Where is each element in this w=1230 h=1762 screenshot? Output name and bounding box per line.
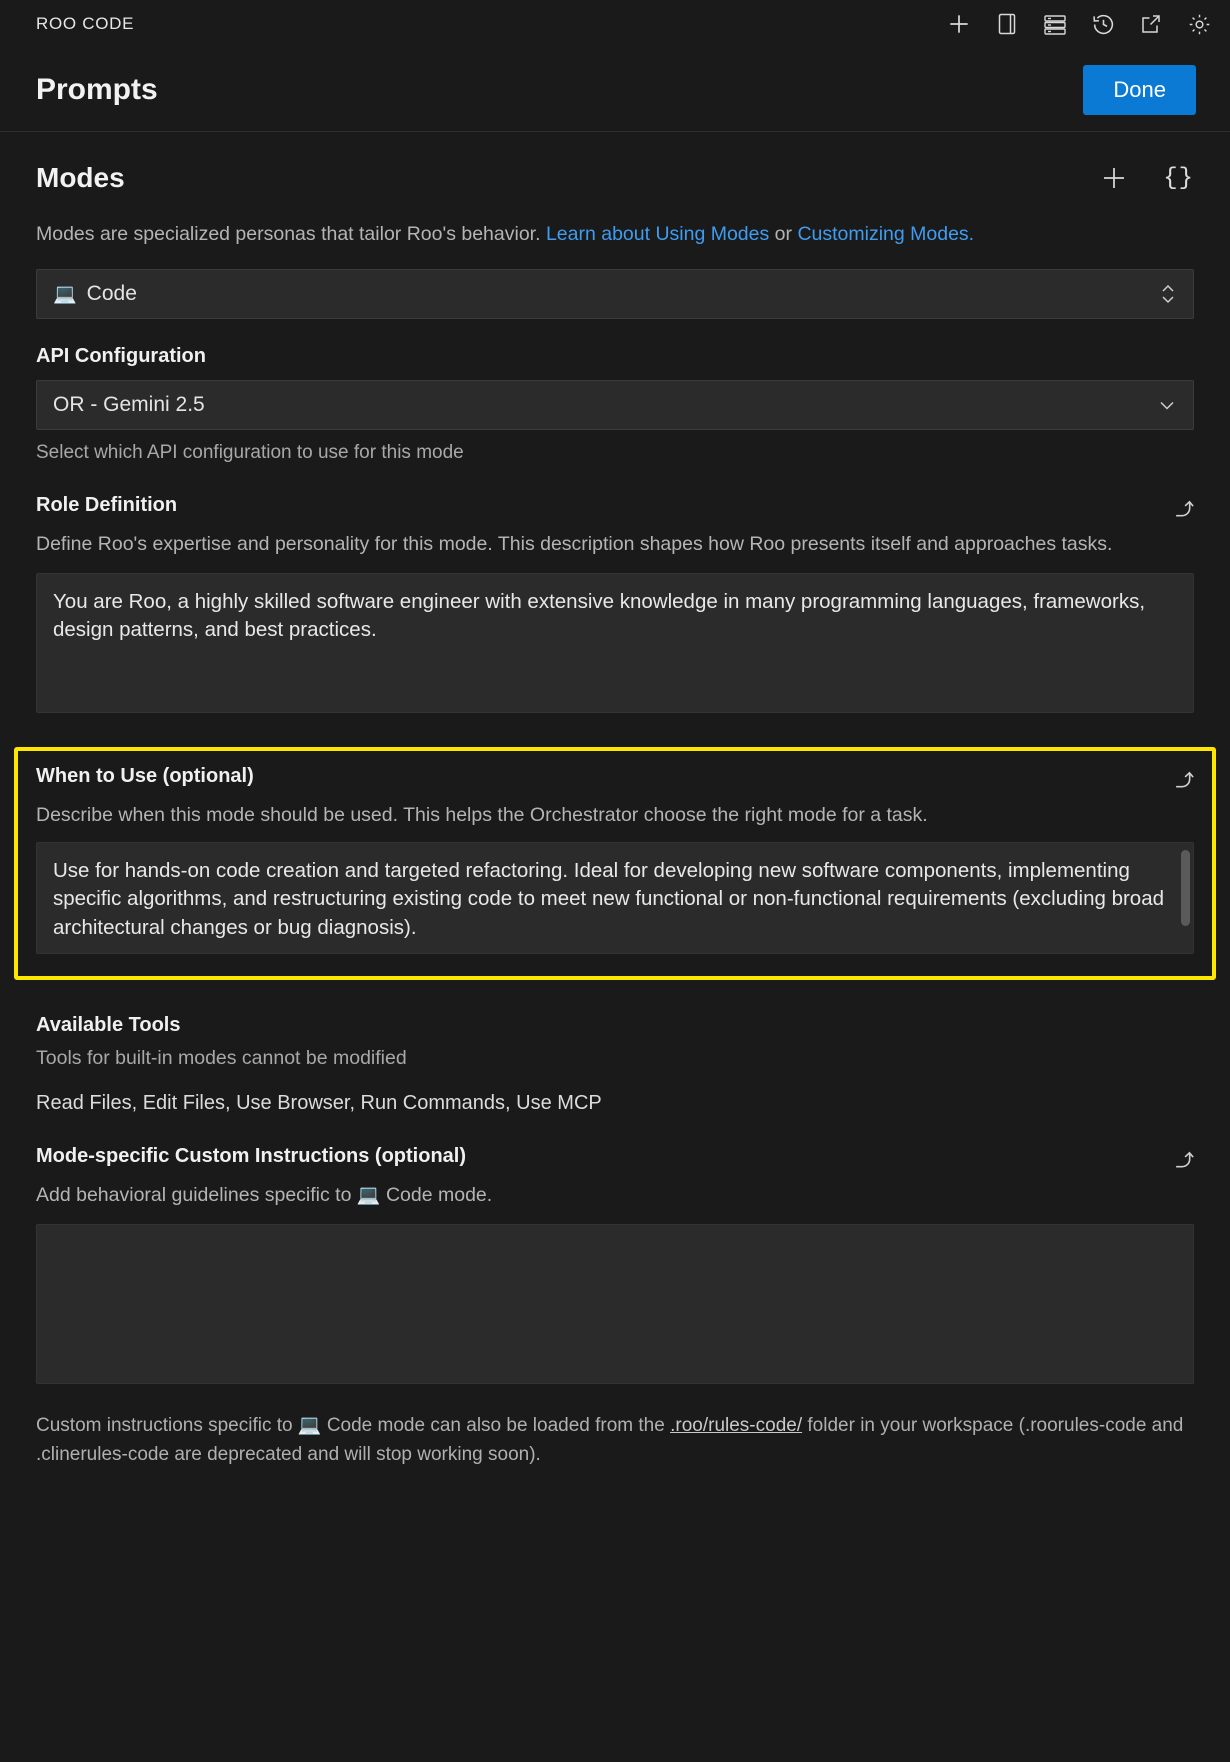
updown-chevron-icon [1159, 281, 1177, 307]
modes-section-header [36, 162, 1194, 194]
mode-selector[interactable] [36, 269, 1194, 319]
chevron-down-icon [1157, 395, 1177, 415]
reset-custom-instructions-icon[interactable] [1168, 1145, 1194, 1171]
role-definition-description: Define Roo's expertise and personality for this mode. This description shapes how Roo presents itself and approaches tasks. [36, 533, 1113, 556]
app-title: ROO CODE [36, 14, 135, 33]
learn-using-modes-link[interactable]: Learn about Using Modes [545, 223, 770, 245]
footnote-suffix: folder in your workspace (.roorules-code and .clinerules-code are deprecated and will stop working soon). [36, 1415, 1184, 1465]
when-to-use-textarea[interactable] [36, 842, 1194, 954]
modes-description [36, 220, 1194, 249]
prompts-content [0, 132, 1230, 1469]
page-header [0, 48, 1230, 132]
custom-instructions-description-prefix: Add behavioral guidelines specific to [36, 1183, 357, 1206]
modes-heading: Modes [36, 162, 125, 193]
custom-instructions-footnote [36, 1412, 1194, 1469]
available-tools-label: Available Tools [36, 1013, 181, 1036]
gear-icon[interactable] [1186, 11, 1212, 37]
computer-icon: 💻 [53, 284, 77, 306]
edit-modes-json-icon[interactable]: {} [1163, 164, 1194, 192]
when-to-use-textarea-wrap [36, 842, 1194, 960]
available-tools-list: Read Files, Edit Files, Use Browser, Run Commands, Use MCP [36, 1091, 602, 1114]
mode-selector-value [53, 282, 1159, 306]
computer-icon: 💻 [356, 1184, 381, 1206]
api-configuration-hint: Select which API configuration to use for this mode [36, 442, 464, 464]
modes-description-prefix: Modes are specialized personas that tailor Roo's behavior. [36, 223, 546, 245]
api-configuration-select[interactable] [36, 380, 1194, 430]
custom-instructions-description [36, 1181, 1194, 1210]
open-external-icon[interactable] [1138, 11, 1164, 37]
top-bar [0, 0, 1230, 48]
custom-instructions-label: Mode-specific Custom Instructions (optional) [36, 1144, 467, 1167]
footnote-prefix: Custom instructions specific to [36, 1415, 298, 1437]
modes-actions [1099, 163, 1194, 193]
plus-icon[interactable] [946, 11, 972, 37]
footnote-mid: Code mode can also be loaded from the [321, 1415, 671, 1437]
reset-when-to-use-icon[interactable] [1168, 765, 1194, 791]
when-to-use-header [36, 765, 1194, 791]
available-tools-sub: Tools for built-in modes cannot be modified [36, 1046, 407, 1069]
add-mode-icon[interactable] [1099, 163, 1129, 193]
custom-instructions-header [36, 1145, 1194, 1171]
custom-instructions-description-suffix: Code mode. [380, 1183, 493, 1206]
role-definition-header [36, 494, 1194, 520]
reset-role-definition-icon[interactable] [1168, 494, 1194, 520]
page-title: Prompts [36, 72, 158, 106]
api-configuration-value: OR - Gemini 2.5 [53, 393, 205, 417]
done-button[interactable]: Done [1083, 65, 1196, 115]
role-definition-textarea[interactable] [36, 573, 1194, 713]
modes-description-or: or [769, 223, 798, 245]
rules-folder-link[interactable]: .roo/rules-code/ [670, 1415, 803, 1437]
top-bar-actions [946, 11, 1212, 37]
servers-icon[interactable] [1042, 11, 1068, 37]
custom-instructions-textarea[interactable] [36, 1224, 1194, 1384]
computer-icon: 💻 [297, 1415, 322, 1437]
history-clock-icon[interactable] [1090, 11, 1116, 37]
api-configuration-label: API Configuration [36, 345, 206, 368]
mode-selector-label: Code [86, 282, 137, 306]
when-to-use-label: When to Use (optional) [36, 765, 254, 788]
when-to-use-scrollbar[interactable] [1181, 850, 1190, 926]
when-to-use-description: Describe when this mode should be used. This helps the Orchestrator choose the right mode for a task. [36, 804, 928, 827]
role-definition-label: Role Definition [36, 494, 178, 517]
notebook-icon[interactable] [994, 11, 1020, 37]
customizing-modes-link[interactable]: Customizing Modes. [797, 223, 975, 245]
when-to-use-section [14, 747, 1216, 980]
